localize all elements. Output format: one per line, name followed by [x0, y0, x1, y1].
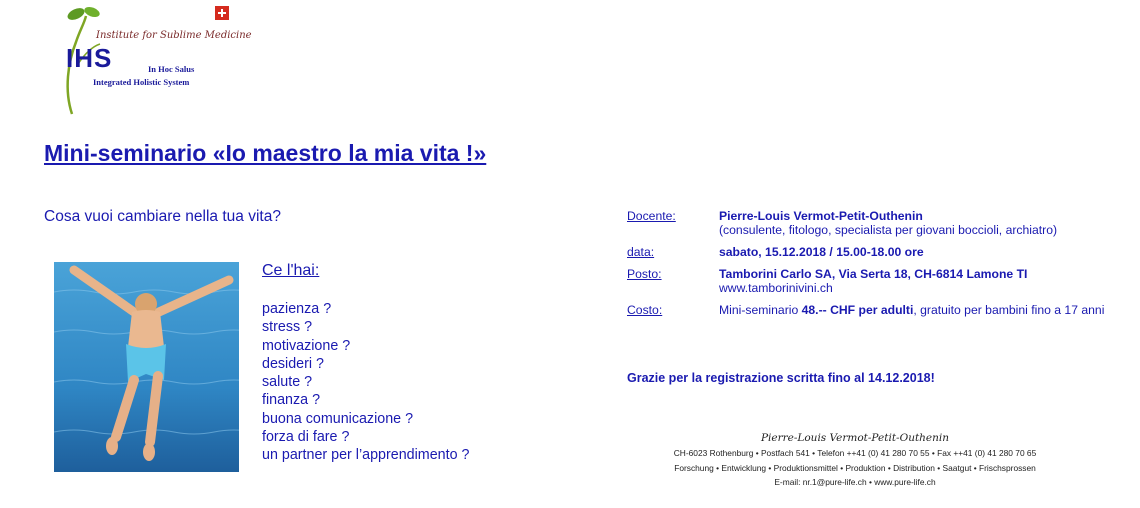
costo-row — [627, 303, 1104, 317]
posto-url: www.tamborinivini.ch — [719, 281, 833, 295]
ce-lhai-heading: Ce l'hai: — [262, 262, 320, 279]
list-item: finanza ? — [262, 392, 321, 409]
list-item: forza di fare ? — [262, 429, 350, 446]
costo-label: Costo: — [627, 303, 663, 317]
footer-contact: E-mail: nr.1@pure-life.ch • www.pure-life.ch — [774, 477, 936, 487]
diving-boy-photo — [54, 262, 239, 472]
question-list — [262, 300, 469, 465]
docente-description: (consulente, fitologo, specialista per giovani boccioli, archiatro) — [719, 223, 1058, 237]
docente-name: Pierre-Louis Vermot-Petit-Outhenin — [719, 209, 923, 223]
data-row — [627, 245, 1104, 259]
costo-suffix: , gratuito per bambini fino a 17 anni — [913, 303, 1105, 317]
letterhead-footer — [652, 432, 1058, 490]
intro-question: Cosa vuoi cambiare nella tua vita? — [44, 208, 281, 225]
costo-price: 48.-- CHF per adulti — [801, 303, 914, 317]
list-item: motivazione ? — [262, 337, 351, 354]
posto-label: Posto: — [627, 267, 662, 281]
page-title: Mini-seminario «Io maestro la mia vita !» — [44, 140, 487, 166]
docente-row — [627, 209, 1104, 237]
logo-motto: In Hoc Salus — [148, 64, 195, 74]
list-item: desideri ? — [262, 355, 324, 372]
data-value: sabato, 15.12.2018 / 15.00-18.00 ore — [719, 245, 924, 259]
list-item: un partner per l’apprendimento ? — [262, 447, 470, 464]
swiss-flag-icon — [215, 6, 229, 20]
docente-label: Docente: — [627, 209, 676, 223]
logo-system-name: Integrated Holistic System — [93, 77, 190, 87]
costo-prefix: Mini-seminario — [719, 303, 802, 317]
list-item: buona comunicazione ? — [262, 410, 414, 427]
posto-row — [627, 267, 1104, 295]
list-item: stress ? — [262, 319, 313, 336]
list-item: pazienza ? — [262, 301, 332, 317]
logo-acronym: IHS — [66, 43, 113, 73]
posto-value: Tamborini Carlo SA, Via Serta 18, CH-6814 Lamone TI — [719, 267, 1028, 281]
footer-address: CH-6023 Rothenburg • Postfach 541 • Telefon ++41 (0) 41 280 70 55 • Fax ++41 (0) 41 280 70 65 — [673, 448, 1037, 458]
data-label: data: — [627, 245, 655, 259]
signature: Pierre-Louis Vermot-Petit-Outhenin — [760, 432, 950, 444]
logo-tagline: Institute for Sublime Medicine — [96, 30, 252, 41]
list-item: salute ? — [262, 374, 313, 391]
footer-activities: Forschung • Entwicklung • Produktionsmittel • Produktion • Distribution • Saatgut • Frischsprossen — [674, 462, 1036, 473]
registration-note: Grazie per la registrazione scritta fino al 14.12.2018! — [627, 371, 935, 385]
seminar-info-table — [627, 209, 1104, 317]
